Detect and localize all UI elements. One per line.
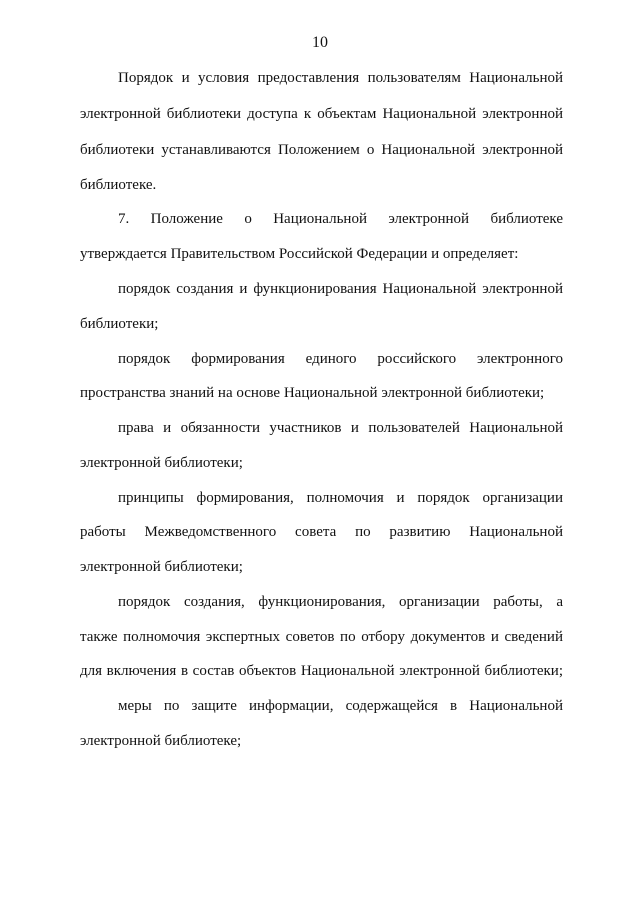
text-line: принципы формирования, полномочия и порядок организации: [118, 490, 563, 506]
text-line: порядок формирования единого российского электронного: [118, 351, 563, 367]
text-line: для включения в состав объектов Национальной электронной библиотеки;: [80, 663, 563, 679]
text-line: 7. Положение о Национальной электронной библиотеке: [118, 211, 563, 227]
text-line: библиотеки устанавливаются Положением о Национальной электронной: [80, 142, 563, 158]
text-line: электронной библиотеки;: [80, 559, 243, 575]
text-line: библиотеке.: [80, 177, 157, 193]
text-line: порядок создания, функционирования, организации работы, а: [118, 594, 563, 610]
text-line: также полномочия экспертных советов по отбору документов и сведений: [80, 629, 563, 645]
text-line: электронной библиотеки;: [80, 455, 243, 471]
text-line: Порядок и условия предоставления пользователям Национальной: [118, 70, 563, 86]
text-line: электронной библиотеке;: [80, 733, 242, 749]
text-line: электронной библиотеки доступа к объектам Национальной электронной: [80, 106, 563, 122]
text-line: права и обязанности участников и пользователей Национальной: [118, 420, 563, 436]
page-number: 10: [312, 34, 328, 51]
text-line: работы Межведомственного совета по развитию Национальной: [80, 524, 563, 540]
text-line: пространства знаний на основе Национальной электронной библиотеки;: [80, 385, 545, 401]
text-line: утверждается Правительством Российской Федерации и определяет:: [80, 246, 519, 262]
text-line: меры по защите информации, содержащейся в Национальной: [118, 698, 563, 714]
text-line: библиотеки;: [80, 316, 159, 332]
text-line: порядок создания и функционирования Национальной электронной: [118, 281, 563, 297]
